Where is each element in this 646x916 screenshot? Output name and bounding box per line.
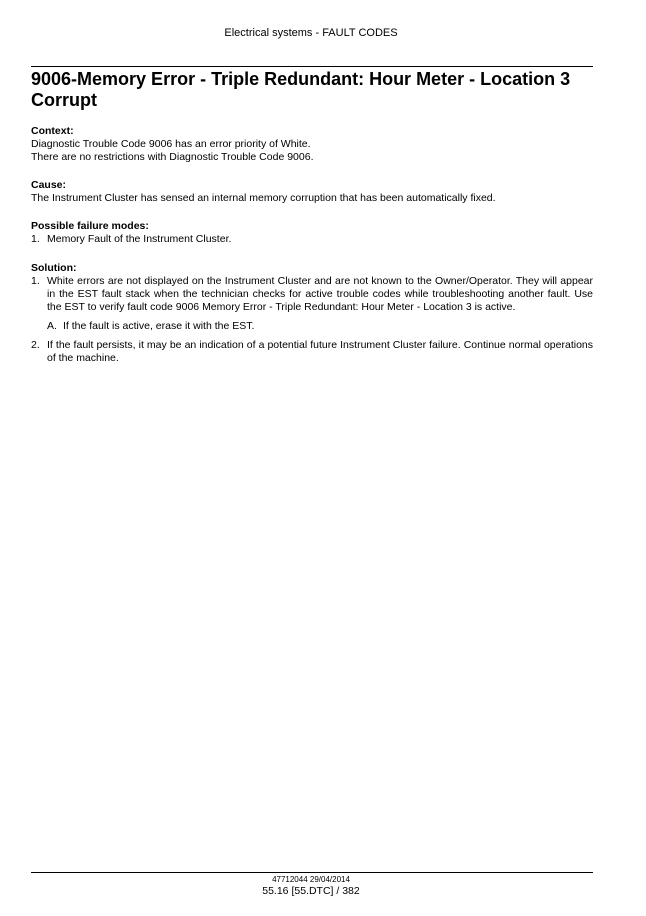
context-section xyxy=(31,125,593,164)
item-number: 2. xyxy=(31,339,40,351)
footer-divider xyxy=(31,872,593,873)
cause-label: Cause: xyxy=(31,179,67,191)
failure-modes-section xyxy=(31,220,593,246)
footer-page-reference: 55.16 [55.DTC] / 382 xyxy=(262,885,360,897)
footer-document-reference: 47712044 29/04/2014 xyxy=(272,875,350,884)
item-text: White errors are not displayed on the Instrument Cluster and are not known to the Owner/Operator. They will appear in the EST fault stack when the technician checks for active trouble codes while troubleshooting another fault. Use the EST to verify fault code 9006 Memory Error - Triple Redundant: Hour Meter - Location 3 is active. xyxy=(47,275,593,313)
solution-list xyxy=(31,275,593,365)
page-title: 9006-Memory Error - Triple Redundant: Hour Meter - Location 3 Corrupt xyxy=(31,69,571,110)
item-text: Memory Fault of the Instrument Cluster. xyxy=(47,233,232,245)
item-number: 1. xyxy=(31,275,40,287)
item-number: 1. xyxy=(31,233,40,245)
solution-section xyxy=(31,262,593,365)
list-item xyxy=(31,275,593,333)
context-line: There are no restrictions with Diagnostic Trouble Code 9006. xyxy=(31,151,314,163)
running-header: Electrical systems - FAULT CODES xyxy=(224,27,398,39)
failure-modes-list xyxy=(31,233,593,246)
list-item xyxy=(31,233,593,246)
item-text: If the fault persists, it may be an indication of a potential future Instrument Cluster failure. Continue normal operations of the machine. xyxy=(47,339,593,364)
cause-text: The Instrument Cluster has sensed an internal memory corruption that has been automatically fixed. xyxy=(31,192,496,204)
failure-modes-label: Possible failure modes: xyxy=(31,220,149,232)
solution-label: Solution: xyxy=(31,262,77,274)
sub-item-text: If the fault is active, erase it with the EST. xyxy=(63,320,255,332)
context-label: Context: xyxy=(31,125,74,137)
title-divider xyxy=(31,66,593,67)
cause-section xyxy=(31,179,593,205)
sub-list-item xyxy=(47,320,593,333)
document-body xyxy=(31,125,593,365)
list-item xyxy=(31,339,593,365)
context-line: Diagnostic Trouble Code 9006 has an error priority of White. xyxy=(31,138,311,150)
sub-item-letter: A. xyxy=(47,320,57,332)
